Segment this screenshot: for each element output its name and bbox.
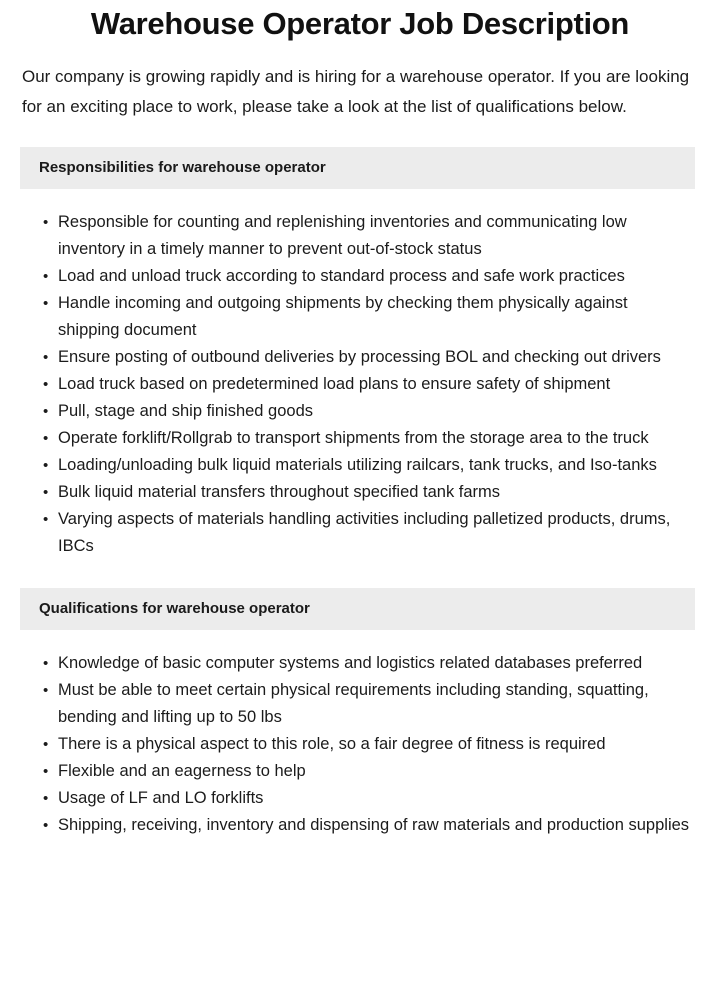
page-title: Warehouse Operator Job Description — [90, 6, 630, 41]
section-heading-responsibilities: Responsibilities for warehouse operator — [20, 147, 695, 189]
section-heading-qualifications: Qualifications for warehouse operator — [20, 588, 695, 630]
list-item: • Ensure posting of outbound deliveries by processing BOL and checking out drivers — [58, 344, 692, 371]
list-item: • Operate forklift/Rollgrab to transport shipments from the storage area to the truck — [58, 425, 692, 452]
list-item: • Handle incoming and outgoing shipments by checking them physically against shipping document — [58, 290, 692, 344]
list-item: • Shipping, receiving, inventory and dispensing of raw materials and production supplies — [58, 812, 692, 839]
list-item: • Pull, stage and ship finished goods — [58, 398, 692, 425]
list-item: • There is a physical aspect to this role, so a fair degree of fitness is required — [58, 731, 692, 758]
list-item: • Responsible for counting and replenishing inventories and communicating low inventory in a timely manner to prevent out-of-stock status — [58, 209, 692, 263]
list-item: • Usage of LF and LO forklifts — [58, 785, 692, 812]
list-item: • Bulk liquid material transfers throughout specified tank farms — [58, 479, 692, 506]
qualifications-list — [0, 630, 720, 839]
list-item: • Varying aspects of materials handling activities including palletized products, drums, IBCs — [58, 506, 692, 560]
list-item: • Loading/unloading bulk liquid materials utilizing railcars, tank trucks, and Iso-tanks — [58, 452, 692, 479]
list-item: • Must be able to meet certain physical requirements including standing, squatting, bending and lifting up to 50 lbs — [58, 677, 692, 731]
list-item: • Flexible and an eagerness to help — [58, 758, 692, 785]
list-item: • Load truck based on predetermined load plans to ensure safety of shipment — [58, 371, 692, 398]
list-item: • Load and unload truck according to standard process and safe work practices — [58, 263, 692, 290]
intro-paragraph: Our company is growing rapidly and is hiring for a warehouse operator. If you are looking for an exciting place to work, please take a look at the list of qualifications below. — [22, 67, 690, 116]
list-item: • Knowledge of basic computer systems and logistics related databases preferred — [58, 650, 692, 677]
responsibilities-list — [0, 189, 720, 560]
